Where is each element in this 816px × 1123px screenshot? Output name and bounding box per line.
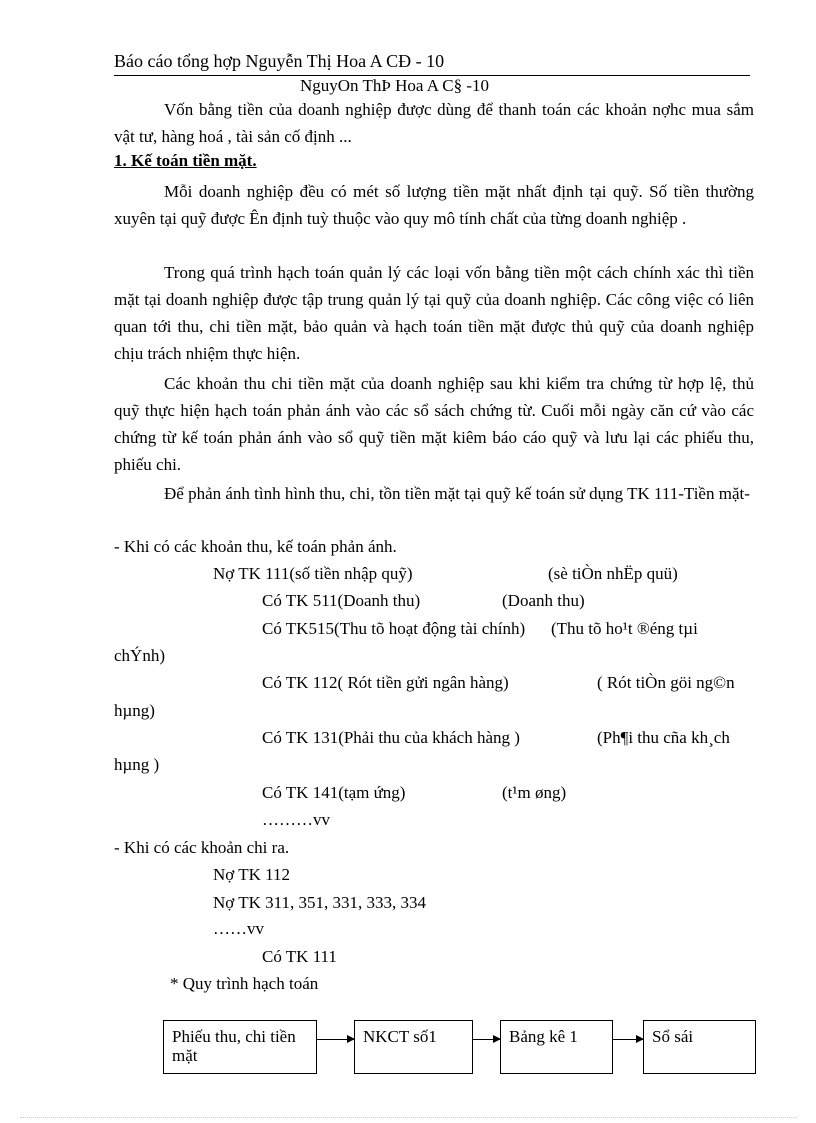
process-title: * Quy trình hạch toán bbox=[170, 974, 319, 993]
intro-paragraph: Vốn bằng tiền của doanh nghiệp được dùng để thanh toán các khoản nợhc mua sắm vật tư, hàng hoá , tài sản cố định ... bbox=[114, 100, 754, 146]
paragraph-1: Mỗi doanh nghiệp đều có mét số lượng tiền mặt nhất định tại quỹ. Số tiền thường xuyên tại quỹ được Ên định tuỳ thuộc vào quy mô tính chất của từng doanh nghiệp . bbox=[114, 182, 754, 228]
credit-tk131-garbled-cont: hµng ) bbox=[114, 755, 160, 774]
credit-tk141: Có TK 141(tạm ứng) bbox=[262, 783, 406, 802]
process-box-nkct: NKCT số1 bbox=[354, 1020, 473, 1074]
debit-tk112: Nợ TK 112 bbox=[213, 865, 290, 884]
credit-tk112: Có TK 112( Rót tiền gửi ngân hàng) bbox=[262, 673, 509, 692]
credit-tk511-garbled: (Doanh thu) bbox=[502, 591, 585, 610]
credit-tk515-garbled: (Thu tõ ho¹t ®éng tµi bbox=[551, 619, 698, 638]
credit-tk131: Có TK 131(Phải thu của khách hàng ) bbox=[262, 728, 520, 747]
page-bottom-divider bbox=[20, 1117, 796, 1118]
debit-tk111-garbled: (sè tiÒn nhËp quü) bbox=[548, 564, 678, 583]
process-box-sosai: Sổ sái bbox=[643, 1020, 756, 1074]
paragraph-3: Các khoản thu chi tiền mặt của doanh nghiệp sau khi kiểm tra chứng từ hợp lệ, thủ quỹ thực hiện hạch toán phản ánh vào các sổ sách chứng từ. Cuối mỗi ngày căn cứ vào các chứng từ kế toán phản ánh vào sổ quỹ tiền mặt kiêm báo cáo quỹ và lưu lại các phiếu thu, phiếu chi. bbox=[114, 374, 754, 474]
process-box-receipts: Phiếu thu, chi tiền mặt bbox=[163, 1020, 317, 1074]
payments-etc: ……vv bbox=[213, 919, 264, 938]
paragraph-2: Trong quá trình hạch toán quản lý các loại vốn bằng tiền một cách chính xác thì tiền mặt tại doanh nghiệp được tập trung quản lý tại quỹ của doanh nghiệp. Các công việc có liên quan tới thu, chi tiền mặt, bảo quản và hạch toán tiền mặt được thủ quỹ của doanh nghiệp chịu trách nhiệm thực hiện. bbox=[114, 263, 754, 363]
header-garbled-title: NguyOn ThÞ Hoa A C§ -10 bbox=[300, 76, 490, 95]
receipts-intro: - Khi có các khoản thu, kế toán phản ánh. bbox=[114, 537, 397, 556]
payments-intro: - Khi có các khoản chi ra. bbox=[114, 838, 290, 857]
credit-tk112-garbled: ( Rót tiÒn göi ng©n bbox=[597, 673, 735, 692]
arrow-2 bbox=[473, 1039, 500, 1040]
debit-tk-list: Nợ TK 311, 351, 331, 333, 334 bbox=[213, 893, 426, 912]
section-heading: 1. Kế toán tiền mặt. bbox=[114, 151, 257, 170]
arrow-1 bbox=[317, 1039, 354, 1040]
paragraph-4: Để phản ánh tình hình thu, chi, tồn tiền mặt tại quỹ kế toán sử dụng TK 111-Tiền mặt- bbox=[164, 484, 750, 503]
receipts-etc: ………vv bbox=[262, 810, 330, 829]
document-header-title: Báo cáo tổng hợp Nguyễn Thị Hoa A CĐ - 10 bbox=[114, 51, 445, 71]
credit-tk131-garbled: (Ph¶i thu cña kh¸ch bbox=[597, 728, 730, 747]
credit-tk515-garbled-cont: chÝnh) bbox=[114, 646, 165, 665]
credit-tk511: Có TK 511(Doanh thu) bbox=[262, 591, 421, 610]
arrow-3 bbox=[613, 1039, 643, 1040]
credit-tk141-garbled: (t¹m øng) bbox=[502, 783, 567, 802]
credit-tk112-garbled-cont: hµng) bbox=[114, 701, 155, 720]
process-box-bangke: Bảng kê 1 bbox=[500, 1020, 613, 1074]
credit-tk515: Có TK515(Thu tõ hoạt động tài chính) bbox=[262, 619, 526, 638]
credit-tk111: Có TK 111 bbox=[262, 947, 337, 966]
debit-tk111: Nợ TK 111(số tiền nhập quỹ) bbox=[213, 564, 413, 583]
